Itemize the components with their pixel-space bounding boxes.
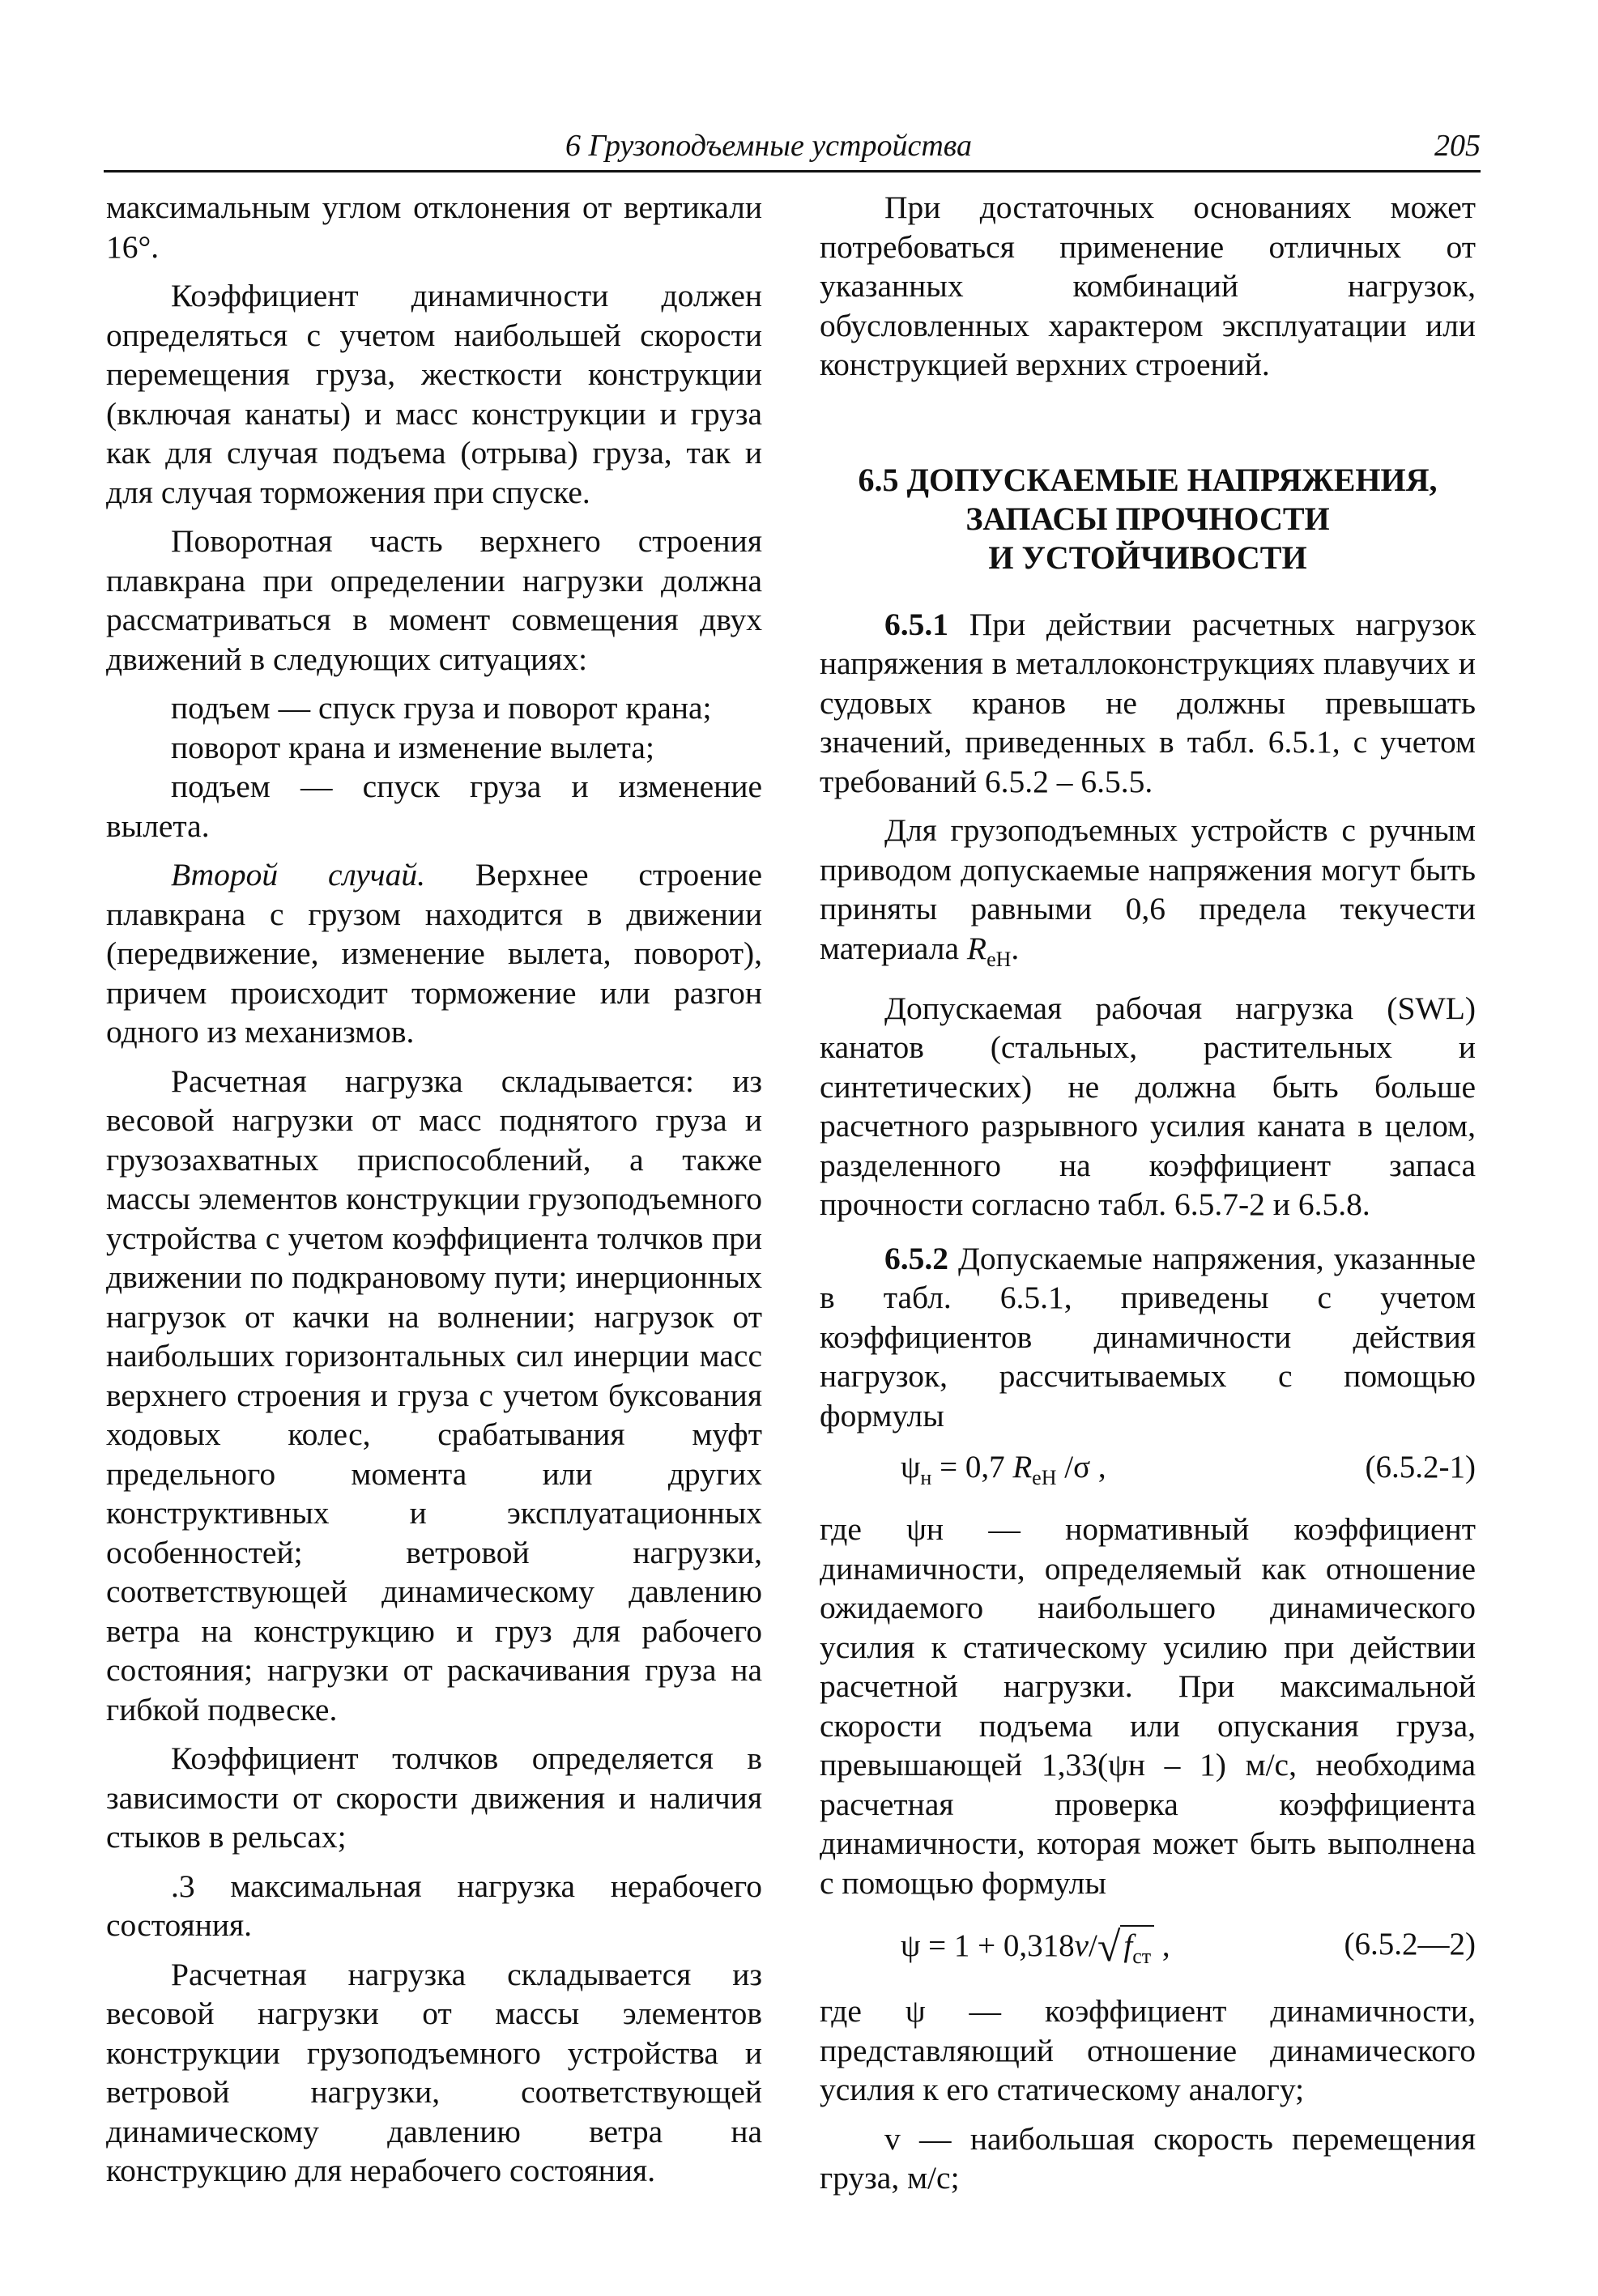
list-item: подъем — спуск груза и поворот крана; (171, 690, 712, 726)
punctuation: . (1011, 930, 1020, 966)
formula-expression: $\psi_н = 0,7$ $R_{eH}$ /σ , (901, 1450, 1106, 1490)
formula-6-5-2-1 (820, 1448, 1476, 1495)
page-header (104, 123, 1481, 173)
paragraph-text: Верхнее строение плавкрана с грузом находится в движении (передвижение, изменение вылета, поворот), причем происходит торможение или разгон одного из механизмов. (106, 857, 763, 1050)
right-column (820, 188, 1476, 2208)
paragraph (106, 855, 762, 1052)
section-title-line: И УСТОЙЧИВОСТИ (988, 539, 1307, 576)
clause-6-5-1 (820, 605, 1476, 802)
paragraph: Допускаемая рабочая нагрузка (SWL) канатов (стальных, растительных и синтетических) не должна быть больше расчетного разрывного усилия каната в целом, разделенного на коэффициент запаса прочности согласно табл. 6.5.7-2 и 6.5.8. (820, 990, 1476, 1223)
paragraph: где ψ — коэффициент динамичности, представляющий отношение динамического усилия к его статическому аналогу; (820, 1993, 1476, 2108)
formula-number: (6.5.2-1) (1365, 1450, 1476, 1485)
paragraph: v — наибольшая скорость перемещения груза, м/с; (820, 2120, 1476, 2196)
page-number: 205 (1434, 129, 1481, 163)
paragraph-text: Для грузоподъемных устройств с ручным приводом допускаемые напряжения могут быть приняты равными 0,6 предела текучести материала (820, 812, 1476, 966)
running-title: 6 Грузоподъемные устройства (565, 129, 973, 163)
paragraph-text: максимальная нагрузка нерабочего состояния. (106, 1868, 762, 1943)
case-label: Второй случай. (171, 857, 426, 892)
symbol: R (966, 930, 987, 966)
list-item: подъем — спуск груза и изменение вылета. (106, 769, 762, 844)
formula-number: (6.5.2—2) (1344, 1927, 1476, 1962)
section-title-line: ЗАПАСЫ ПРОЧНОСТИ (965, 500, 1330, 537)
clause-number: 6.5.1 (884, 606, 948, 642)
paragraph: Расчетная нагрузка складывается из весовой нагрузки от массы элементов конструкции грузоподъемного устройства и ветровой нагрузки, соответствующей динамическому давлению ветра на конструкцию для нерабочего состояния. (106, 1956, 762, 2188)
paragraph (820, 811, 1476, 979)
clause-6-5-2 (820, 1239, 1476, 1436)
formula-expression: ψ = 1 + 0,318v/√ $f_{ст}$ , (901, 1925, 1170, 1976)
paragraph: При достаточных основаниях может потребоваться применение отличных от указанных комбинаций нагрузок, обусловленных характером эксплуатации или конструкцией верхних строений. (820, 190, 1476, 382)
section-title (820, 461, 1476, 577)
section-title-line: 6.5 ДОПУСКАЕМЫЕ НАПРЯЖЕНИЯ, (858, 461, 1438, 498)
left-column (106, 188, 762, 2200)
item-number: .3 (171, 1868, 195, 1904)
paragraph: где ψн — нормативный коэффициент динамичности, определяемый как отношение ожидаемого наибольшего динамического усилия к статическому усилию при действии расчетной нагрузки. При максимальной скорости подъема или опускания груза, превышающей 1,33(ψн – 1) м/с, необходима расчетная проверка коэффициента динамичности, которая может быть выполнена с помощью формулы (820, 1511, 1476, 1901)
clause-number: 6.5.2 (884, 1240, 948, 1276)
clause-text: При действии расчетных нагрузок напряжения в металлоконструкциях плавучих и судовых кранов не должны превышать значений, приведенных в табл. 6.5.1, с учетом требований 6.5.2 – 6.5.5. (820, 606, 1476, 799)
paragraph: Расчетная нагрузка складывается: из весовой нагрузки от масс поднятого груза и грузозахватных приспособлений, а также массы элементов конструкции грузоподъемного устройства с учетом коэффициента толчков при движении по подкрановому пути; инерционных нагрузок от качки на волнении; нагрузок от наибольших горизонтальных сил инерции масс верхнего строения и груза с учетом буксования ходовых колес, срабатывания муфт предельного момента или других конструктивных и эксплуатационных особенностей; ветровой нагрузки, соответствующей динамическому давлению ветра на конструкцию и груз для рабочего состояния; нагрузки от раскачивания груза на гибкой подвеске. (106, 1063, 762, 1727)
paragraph: Коэффициент динамичности должен определяться с учетом наибольшей скорости перемещения груза, жесткости конструкции (включая канаты) и масс конструкции и груза как для случая подъема (отрыва) груза, так и для случая торможения при спуске. (106, 278, 762, 510)
list-item: поворот крана и изменение вылета; (171, 729, 654, 765)
paragraph: Коэффициент толчков определяется в зависимости от скорости движения и наличия стыков в рельсах; (106, 1740, 762, 1855)
paragraph (106, 1867, 762, 1945)
paragraph: максимальным углом отклонения от вертикали 16°. (106, 190, 762, 265)
subscript: eH (986, 947, 1012, 971)
clause-text: Допускаемые напряжения, указанные в табл. 6.5.1, приведены с учетом коэффициентов динамичности действия нагрузок, рассчитываемых с помощью формулы (820, 1240, 1476, 1433)
formula-6-5-2-2 (820, 1917, 1476, 1980)
paragraph: Поворотная часть верхнего строения плавкрана при определении нагрузки должна рассматриваться в момент совмещения двух движений в следующих ситуациях: (106, 523, 762, 677)
